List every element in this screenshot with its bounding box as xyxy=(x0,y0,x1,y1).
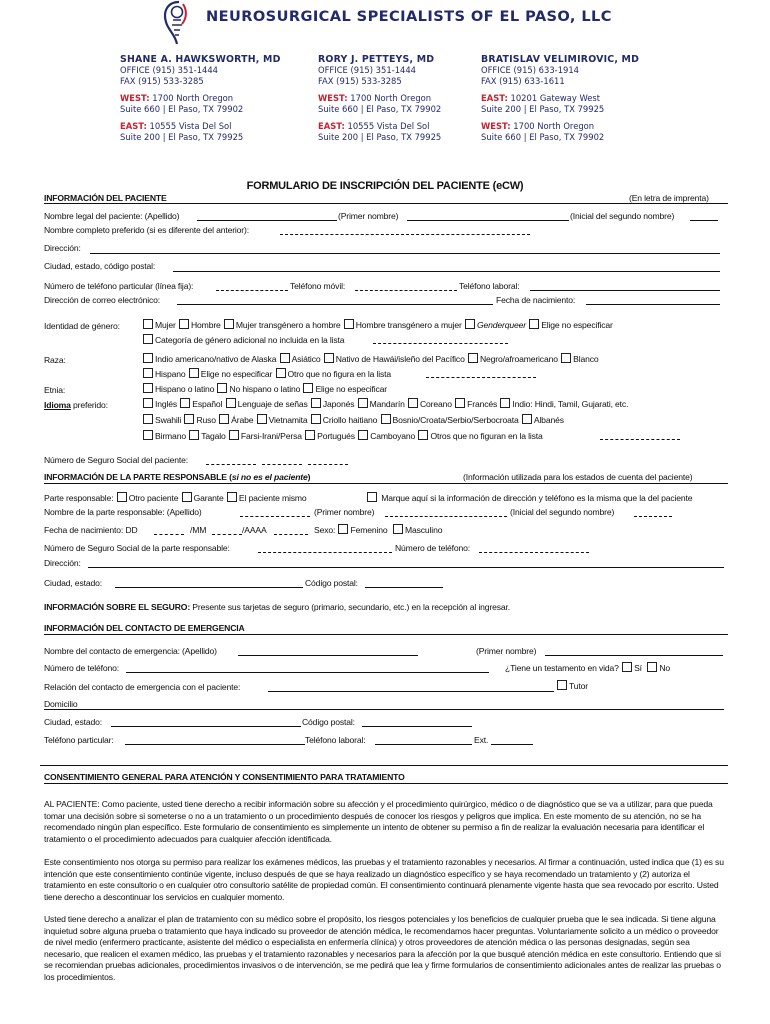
rp-sex-options xyxy=(314,524,442,536)
location-tag: EAST: xyxy=(120,121,147,131)
responsible-heading xyxy=(44,472,310,483)
rp-dob-label: Fecha de nacimiento: DD xyxy=(44,525,138,535)
option-label: Camboyano xyxy=(370,431,416,441)
doctor-block-2 xyxy=(318,54,441,143)
ec-relation-label: Relación del contacto de emergencia con el paciente: xyxy=(44,682,241,692)
ec-home-phone-label: Teléfono particular: xyxy=(44,735,114,745)
dob-label: Fecha de nacimiento: xyxy=(496,295,576,305)
option-label: Inglés xyxy=(155,399,178,409)
ec-city-state-field[interactable] xyxy=(111,726,301,727)
option-label: Ruso xyxy=(196,415,216,425)
ec-work-phone-label: Teléfono laboral: xyxy=(305,735,366,745)
living-will-label: ¿Tiene un testamento en vida? xyxy=(505,663,619,673)
checkbox[interactable] xyxy=(227,492,237,502)
ec-domicile-field[interactable] xyxy=(44,709,724,710)
location-tag: WEST: xyxy=(318,93,348,103)
checkbox[interactable] xyxy=(393,524,403,534)
checkbox[interactable] xyxy=(280,353,290,363)
rp-city-state-label: Ciudad, estado: xyxy=(44,578,102,588)
checkbox[interactable] xyxy=(143,353,153,363)
ec-first-name-label: (Primer nombre) xyxy=(476,646,537,656)
home-phone-field[interactable] xyxy=(216,290,288,291)
option-label: Marque aquí si la información de dirección y teléfono es la misma que la del paciente xyxy=(381,493,693,503)
language-label-bold: Idioma xyxy=(44,400,71,410)
race-label: Raza: xyxy=(44,355,66,365)
checkbox[interactable] xyxy=(311,414,321,424)
rp-phone-field[interactable] xyxy=(479,552,589,553)
checkbox[interactable] xyxy=(522,414,532,424)
address-field[interactable] xyxy=(90,253,720,254)
location-city: Suite 660 | El Paso, TX 79902 xyxy=(120,104,244,114)
option-label: No hispano o latino xyxy=(229,384,301,394)
location-tag: WEST: xyxy=(120,93,150,103)
location-city: Suite 660 | El Paso, TX 79902 xyxy=(481,132,605,142)
consent-paragraph-1: AL PACIENTE: Como paciente, usted tiene derecho a recibir información sobre su afección y el procedimiento quirúrgico, médico o de diagnóstico que se va a utilizar, para que pueda tomar una decisión sobre si someterse o no a un tratamiento o un procedimiento después de conocer los riesgos y peligros que implica. En este momento de su atención, no se ha recomendado ningún plan específico. Este formulario de consentimiento es simplemente un intento de obtener su permiso a fin de realizar la evaluación necesaria para identificar el tratamiento o el procedimiento adecuados para cualquier afección identificada. xyxy=(44,799,713,844)
option-label: Hombre xyxy=(191,320,221,330)
race-options-row1 xyxy=(142,353,599,365)
ec-phone-field[interactable] xyxy=(126,672,489,673)
option-label: Masculino xyxy=(404,525,443,535)
option-label: Tagalo xyxy=(201,431,226,441)
checkbox[interactable] xyxy=(182,492,192,502)
option-label: El paciente mismo xyxy=(238,493,307,503)
location-address: 1700 North Oregon xyxy=(152,93,234,103)
checkbox[interactable] xyxy=(143,398,153,408)
option-label: Lenguaje de señas xyxy=(237,399,308,409)
option-label: Vietnamita xyxy=(268,415,308,425)
rp-mm-label: /MM xyxy=(190,525,207,535)
option-label: Árabe xyxy=(231,415,254,425)
patient-info-heading: INFORMACIÓN DEL PACIENTE xyxy=(44,193,167,203)
checkbox[interactable] xyxy=(257,414,267,424)
option-label: Hispano xyxy=(155,369,186,379)
consent-heading: CONSENTIMIENTO GENERAL PARA ATENCIÓN Y CONSENTIMIENTO PARA TRATAMIENTO xyxy=(44,772,405,782)
checkbox[interactable] xyxy=(418,430,428,440)
section-rule xyxy=(44,483,728,484)
responsible-note: (Información utilizada para los estados de cuenta del paciente) xyxy=(463,472,693,482)
option-label: No xyxy=(659,663,671,673)
mobile-phone-label: Teléfono móvil: xyxy=(290,281,346,291)
doctor-fax: FAX (915) 533-3285 xyxy=(120,76,204,86)
rp-zip-field[interactable] xyxy=(365,587,443,588)
option-label: Criollo haitiano xyxy=(322,415,378,425)
option-label: Femenino xyxy=(350,525,388,535)
heading-text: INFORMACIÓN DE LA PARTE RESPONSABLE ( xyxy=(44,472,232,482)
tutor-option xyxy=(556,680,588,692)
rp-ssn-field[interactable] xyxy=(258,552,392,553)
heading-end: ) xyxy=(307,472,311,482)
preferred-name-label: Nombre completo preferido (si es diferente del anterior): xyxy=(44,225,249,235)
middle-initial-field[interactable] xyxy=(690,220,718,221)
checkbox[interactable] xyxy=(344,319,354,329)
location-city: Suite 200 | El Paso, TX 79925 xyxy=(120,132,244,142)
address-label: Dirección: xyxy=(44,243,81,253)
location-address: 1700 North Oregon xyxy=(350,93,432,103)
heading-italic: si no es el paciente xyxy=(231,472,308,482)
print-note: (En letra de imprenta) xyxy=(629,193,709,203)
checkbox[interactable] xyxy=(305,430,315,440)
doctor-fax: FAX (915) 533-3285 xyxy=(318,76,402,86)
rp-aaaa-label: /AAAA xyxy=(242,525,267,535)
location-address: 10555 Vista Del Sol xyxy=(149,121,232,131)
race-other-field[interactable] xyxy=(426,377,536,378)
doctor-block-1 xyxy=(120,54,281,143)
checkbox[interactable] xyxy=(561,353,571,363)
location-tag: EAST: xyxy=(481,93,508,103)
party-label: Parte responsable: xyxy=(44,493,114,503)
checkbox[interactable] xyxy=(358,398,368,408)
option-label: Otros que no figuran en la lista xyxy=(430,431,543,441)
doctor-block-3 xyxy=(481,54,639,143)
doctor-name: BRATISLAV VELIMIROVIC, MD xyxy=(481,54,640,65)
ec-city-state-label: Ciudad, estado: xyxy=(44,717,102,727)
ec-relation-field[interactable] xyxy=(268,691,554,692)
checkbox[interactable] xyxy=(224,319,234,329)
ethnicity-options xyxy=(142,383,387,395)
option-label: Albanés xyxy=(533,415,564,425)
section-rule xyxy=(44,634,728,635)
checkbox[interactable] xyxy=(143,430,153,440)
ec-work-phone-field[interactable] xyxy=(375,744,472,745)
checkbox[interactable] xyxy=(622,662,632,672)
dob-field[interactable] xyxy=(586,304,720,305)
option-label: Otro que no figura en la lista xyxy=(287,369,391,379)
checkbox[interactable] xyxy=(500,398,510,408)
checkbox[interactable] xyxy=(381,414,391,424)
ethnicity-label: Etnia: xyxy=(44,385,66,395)
same-info-option xyxy=(366,492,692,504)
checkbox[interactable] xyxy=(647,662,657,672)
doctor-office-phone: OFFICE (915) 351-1444 xyxy=(318,65,417,75)
checkbox[interactable] xyxy=(143,334,153,344)
option-label: Francés xyxy=(467,399,498,409)
checkbox[interactable] xyxy=(184,414,194,424)
language-options-row3 xyxy=(142,430,543,442)
checkbox[interactable] xyxy=(143,414,153,424)
option-label: Mandarín xyxy=(369,399,405,409)
ec-last-name-field[interactable] xyxy=(238,655,418,656)
preferred-name-field[interactable] xyxy=(280,234,530,235)
option-label: Asiático xyxy=(291,354,321,364)
last-name-field[interactable] xyxy=(197,220,337,221)
option-label: Mujer xyxy=(155,320,176,330)
sex-label: Sexo: xyxy=(314,525,336,535)
insurance-heading: INFORMACIÓN SOBRE EL SEGURO: xyxy=(44,602,191,612)
checkbox[interactable] xyxy=(226,398,236,408)
checkbox[interactable] xyxy=(117,492,127,502)
checkbox[interactable] xyxy=(529,319,539,329)
ec-ext-label: Ext. xyxy=(474,735,489,745)
emergency-heading: INFORMACIÓN DEL CONTACTO DE EMERGENCIA xyxy=(44,623,245,633)
practice-name: NEUROSURGICAL SPECIALISTS OF EL PASO, LLC xyxy=(206,8,612,25)
doctor-name: SHANE A. HAWKSWORTH, MD xyxy=(120,54,281,65)
city-state-zip-field[interactable] xyxy=(173,271,720,272)
checkbox[interactable] xyxy=(143,368,153,378)
home-phone-label: Número de teléfono particular (línea fija): xyxy=(44,281,194,291)
location-address: 10555 Vista Del Sol xyxy=(347,121,430,131)
language-label xyxy=(44,400,108,411)
ssn-field-2[interactable] xyxy=(262,464,302,465)
checkbox[interactable] xyxy=(465,319,475,329)
location-address: 1700 North Oregon xyxy=(513,121,595,131)
legal-name-label: Nombre legal del paciente: (Apellido) xyxy=(44,211,180,221)
work-phone-label: Teléfono laboral: xyxy=(459,281,520,291)
rp-dob-dd-field[interactable] xyxy=(154,534,184,535)
rp-dob-yyyy-field[interactable] xyxy=(274,534,308,535)
practice-logo xyxy=(157,0,197,44)
consent-paragraph-2: Este consentimiento nos otorga su permiso para realizar los exámenes médicos, las pruebas y el tratamiento razonables y necesarios. Al firmar a continuación, usted indica que (1) es su intención que este consentimiento continúe vigente, incluso después de que se haya realizado un diagnóstico específico y se haya recomendado un tratamiento y (2) autoriza el tratamiento en este consultorio o en cualquier otro consultorio satélite de propiedad común. El consentimiento continuará plenamente vigente hasta que sea revocado por escrito. Usted tiene derecho a descontinuar los servicios en cualquier momento. xyxy=(44,857,724,902)
ssn-field-1[interactable] xyxy=(206,464,256,465)
option-label: Bosnio/Croata/Serbio/Serbocroata xyxy=(392,415,519,425)
email-label: Dirección de correo electrónico: xyxy=(44,295,161,305)
doctor-name: RORY J. PETTEYS, MD xyxy=(318,54,435,65)
location-tag: WEST: xyxy=(481,121,511,131)
rp-address-field[interactable] xyxy=(88,567,724,568)
checkbox[interactable] xyxy=(408,398,418,408)
work-phone-field[interactable] xyxy=(530,290,720,291)
rp-middle-initial-label: (Inicial del segundo nombre) xyxy=(510,507,615,517)
option-label: Swahili xyxy=(155,415,182,425)
checkbox[interactable] xyxy=(324,353,334,363)
option-label: Blanco xyxy=(573,354,599,364)
rp-ssn-label: Número de Seguro Social de la parte responsable: xyxy=(44,543,230,553)
first-name-label: (Primer nombre) xyxy=(338,211,399,221)
checkbox[interactable] xyxy=(557,680,567,690)
location-city: Suite 200 | El Paso, TX 79925 xyxy=(481,104,605,114)
ssn-label: Número de Seguro Social del paciente: xyxy=(44,455,188,465)
language-options-row1 xyxy=(142,398,628,410)
option-label: Elige no especificar xyxy=(315,384,387,394)
option-label: Coreano xyxy=(419,399,452,409)
checkbox[interactable] xyxy=(338,524,348,534)
gender-other-field[interactable] xyxy=(373,343,508,344)
checkbox[interactable] xyxy=(179,319,189,329)
party-options xyxy=(44,492,307,504)
option-label: Japonés xyxy=(322,399,355,409)
city-state-zip-label: Ciudad, estado, código postal: xyxy=(44,261,156,271)
option-label: Mujer transgénero a hombre xyxy=(235,320,341,330)
checkbox[interactable] xyxy=(455,398,465,408)
checkbox[interactable] xyxy=(303,383,313,393)
language-label-rest: preferido: xyxy=(70,400,108,410)
option-label: Elige no especificar xyxy=(541,320,613,330)
rp-name-label: Nombre de la parte responsable: (Apellido) xyxy=(44,507,202,517)
gender-options xyxy=(142,319,613,331)
option-label: Birmano xyxy=(155,431,186,441)
language-options-row2 xyxy=(142,414,564,426)
ec-home-phone-field[interactable] xyxy=(125,744,305,745)
rp-zip-label: Código postal: xyxy=(305,578,358,588)
location-address: 10201 Gateway West xyxy=(510,93,601,103)
mobile-phone-field[interactable] xyxy=(355,290,457,291)
email-field[interactable] xyxy=(177,304,493,305)
location-city: Suite 200 | El Paso, TX 79925 xyxy=(318,132,442,142)
race-options-row2 xyxy=(142,368,391,380)
insurance-text: Presente sus tarjetas de seguro (primario, secundario, etc.) en la recepción al ingresar. xyxy=(190,602,510,612)
rp-middle-initial-field[interactable] xyxy=(634,516,672,517)
ec-zip-label: Código postal: xyxy=(302,717,355,727)
option-label: Indio: Hindi, Tamil, Gujarati, etc. xyxy=(512,399,629,409)
checkbox[interactable] xyxy=(180,398,190,408)
section-rule xyxy=(44,783,728,784)
rp-dob-mm-field[interactable] xyxy=(212,534,242,535)
option-label: Hispano o latino xyxy=(155,384,215,394)
option-label: Hombre transgénero a mujer xyxy=(355,320,462,330)
ssn-field-3[interactable] xyxy=(308,464,348,465)
option-label: Español xyxy=(192,399,223,409)
rp-first-name-field[interactable] xyxy=(385,516,507,517)
checkbox[interactable] xyxy=(468,353,478,363)
location-city: Suite 660 | El Paso, TX 79902 xyxy=(318,104,442,114)
rp-last-name-field[interactable] xyxy=(240,516,310,517)
rp-address-label: Dirección: xyxy=(44,558,81,568)
first-name-field[interactable] xyxy=(407,220,569,221)
section-rule xyxy=(40,765,728,766)
checkbox[interactable] xyxy=(189,368,199,378)
checkbox[interactable] xyxy=(358,430,368,440)
ec-ext-field[interactable] xyxy=(491,744,533,745)
option-label: Categoría de género adicional no incluida en la lista xyxy=(155,335,345,345)
option-label: Negro/afroamericano xyxy=(479,354,558,364)
checkbox[interactable] xyxy=(143,319,153,329)
option-label: Tutor xyxy=(569,681,588,691)
checkbox[interactable] xyxy=(276,368,286,378)
rp-first-name-label: (Primer nombre) xyxy=(314,507,375,517)
language-other-field[interactable] xyxy=(600,439,680,440)
doctor-office-phone: OFFICE (915) 633-1914 xyxy=(481,65,580,75)
ec-phone-label: Número de teléfono: xyxy=(44,663,120,673)
checkbox[interactable] xyxy=(217,383,227,393)
option-label: Garante xyxy=(193,493,224,503)
doctor-fax: FAX (915) 633-1611 xyxy=(481,76,565,86)
option-label: Sí xyxy=(634,663,642,673)
option-label: Genderqueer xyxy=(476,320,526,330)
doctor-office-phone: OFFICE (915) 351-1444 xyxy=(120,65,219,75)
checkbox[interactable] xyxy=(143,383,153,393)
rp-city-state-field[interactable] xyxy=(115,587,303,588)
form-title: FORMULARIO DE INSCRIPCIÓN DEL PACIENTE (eCW) xyxy=(246,180,524,192)
ec-zip-field[interactable] xyxy=(362,726,472,727)
option-label: Otro paciente xyxy=(128,493,179,503)
rp-phone-label: Número de teléfono: xyxy=(395,543,471,553)
option-label: Farsi-Irani/Persa xyxy=(240,431,302,441)
ec-domicile-label: Domicilio xyxy=(44,699,78,709)
insurance-info xyxy=(44,602,510,613)
living-will-options xyxy=(505,662,670,674)
location-tag: EAST: xyxy=(318,121,345,131)
middle-initial-label: (Inicial del segundo nombre) xyxy=(570,211,675,221)
section-rule xyxy=(44,203,728,204)
checkbox[interactable] xyxy=(311,398,321,408)
consent-paragraph-3: Usted tiene derecho a analizar el plan de tratamiento con su médico sobre el propósito, los riesgos potenciales y los beneficios de cualquier prueba que le sea indicada. Si tiene alguna inquietud sobre alguna prueba o tratamiento que haya indicado su proveedor de atención médica, le recomendamos hacer preguntas. Voluntariamente solicito a un médico o proveedor de nivel medio (enfermero practicante, asistente del médico o especialista en enfermería clínica) y otros proveedores de atención médica o las personas designadas, según sea necesario, que realicen el examen médico, las pruebas y el tratamiento razonables y necesarios para la afección por la que busqué atención médica en este consultorio. Entiendo que si se recomiendan pruebas adicionales, procedimientos invasivos o de intervención, se me pedirá que lea y firme formularios de consentimiento adicionales antes de realizar las pruebas o los procedimientos. xyxy=(44,914,721,982)
ec-first-name-field[interactable] xyxy=(545,655,723,656)
ec-name-label: Nombre del contacto de emergencia: (Apellido) xyxy=(44,646,217,656)
gender-label: Identidad de género: xyxy=(44,321,120,331)
option-label: Nativo de Hawái/isleño del Pacífico xyxy=(335,354,465,364)
option-label: Portugués xyxy=(317,431,355,441)
checkbox[interactable] xyxy=(219,414,229,424)
checkbox[interactable] xyxy=(189,430,199,440)
checkbox[interactable] xyxy=(229,430,239,440)
checkbox[interactable] xyxy=(367,492,377,502)
option-label: Indio americano/nativo de Alaska xyxy=(155,354,277,364)
option-label: Elige no especificar xyxy=(200,369,273,379)
